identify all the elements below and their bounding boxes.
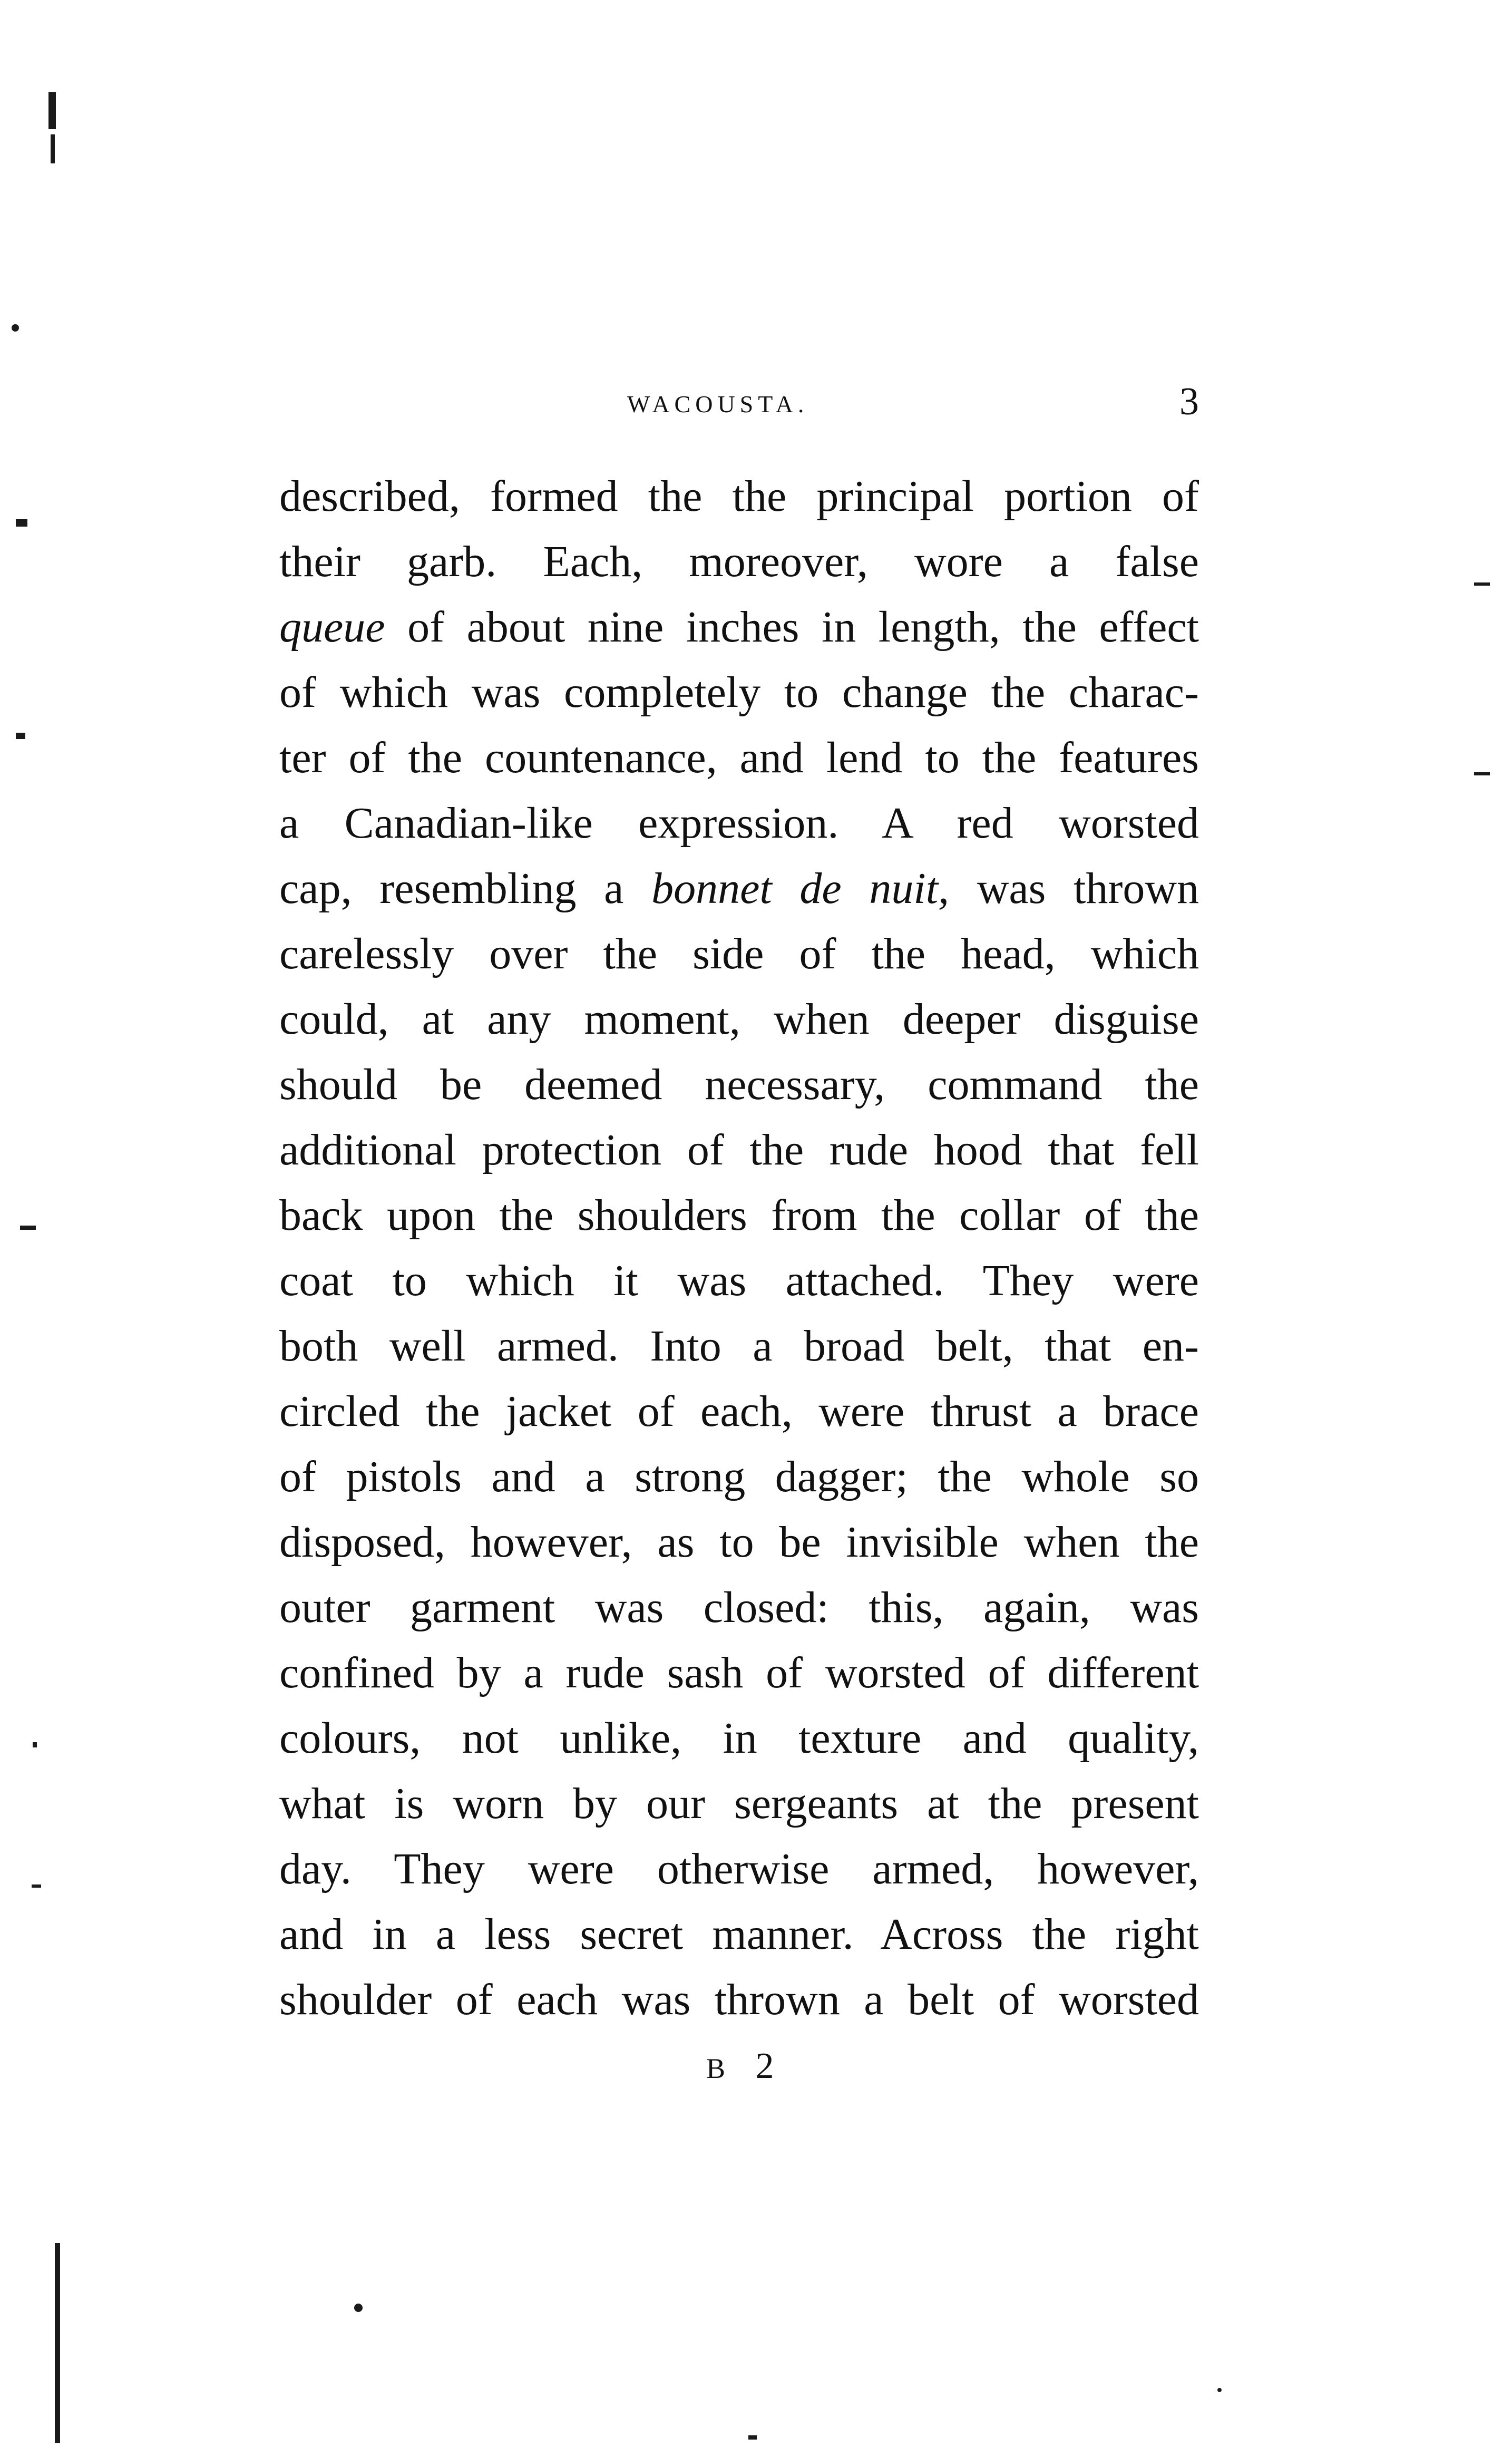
scan-speck — [16, 519, 27, 527]
text-line: back upon the shoulders from the collar of the — [279, 1191, 1199, 1240]
page-number: 3 — [1179, 380, 1199, 423]
scan-speck — [55, 2243, 60, 2443]
scan-speck — [354, 2304, 363, 2312]
italic-phrase: bonnet de nuit, — [651, 864, 950, 913]
text-line: colours, not unlike, in texture and quality, — [279, 1714, 1199, 1763]
italic-phrase: queue — [279, 603, 385, 652]
text-line: disposed, however, as to be invisible when the — [279, 1518, 1199, 1567]
running-head — [279, 380, 1199, 427]
text-segment: cap, resembling a — [279, 864, 624, 913]
text-line: additional protection of the rude hood that fell — [279, 1125, 1199, 1174]
running-title: WACOUSTA. — [627, 391, 809, 417]
text-line: described, formed the the principal portion of — [279, 472, 1199, 521]
scan-speck — [1474, 772, 1490, 775]
signature-letter: B — [706, 2053, 736, 2084]
text-line — [279, 856, 1199, 921]
scan-speck — [1217, 2388, 1222, 2392]
text-line: carelessly over the side of the head, which — [279, 929, 1199, 978]
text-line: day. They were otherwise armed, however, — [279, 1844, 1199, 1893]
scan-speck — [1474, 582, 1490, 586]
text-line: both well armed. Into a broad belt, that en- — [279, 1322, 1199, 1371]
scan-speck — [32, 1884, 41, 1888]
text-line: coat to which it was attached. They were — [279, 1256, 1199, 1305]
scan-speck — [20, 1226, 36, 1230]
signature-number: 2 — [755, 2046, 785, 2086]
text-line: should be deemed necessary, command the — [279, 1060, 1199, 1109]
body-text — [279, 464, 1199, 2033]
scan-speck — [48, 92, 56, 129]
scan-speck — [51, 134, 55, 163]
text-line: what is worn by our sergeants at the present — [279, 1779, 1199, 1828]
text-line: outer garment was closed: this, again, was — [279, 1583, 1199, 1632]
scan-speck — [16, 733, 25, 739]
scan-speck — [12, 324, 19, 332]
scan-speck — [748, 2435, 757, 2440]
text-line: ter of the countenance, and lend to the features — [279, 733, 1199, 782]
text-line: of pistols and a strong dagger; the whole so — [279, 1452, 1199, 1501]
signature-mark — [706, 2045, 785, 2087]
text-line: their garb. Each, moreover, wore a false — [279, 537, 1199, 586]
text-line: of which was completely to change the charac- — [279, 668, 1199, 717]
scan-speck — [33, 1742, 37, 1747]
text-line — [279, 595, 1199, 660]
text-line: and in a less secret manner. Across the right — [279, 1910, 1199, 1959]
text-segment: was thrown — [977, 864, 1199, 913]
text-line: a Canadian-like expression. A red worsted — [279, 799, 1199, 848]
text-segment: of about nine inches in length, the effect — [407, 603, 1199, 652]
text-line: circled the jacket of each, were thrust a brace — [279, 1387, 1199, 1436]
text-line: could, at any moment, when deeper disguise — [279, 995, 1199, 1044]
text-line: shoulder of each was thrown a belt of worsted — [279, 1975, 1199, 2024]
text-line: confined by a rude sash of worsted of different — [279, 1648, 1199, 1697]
